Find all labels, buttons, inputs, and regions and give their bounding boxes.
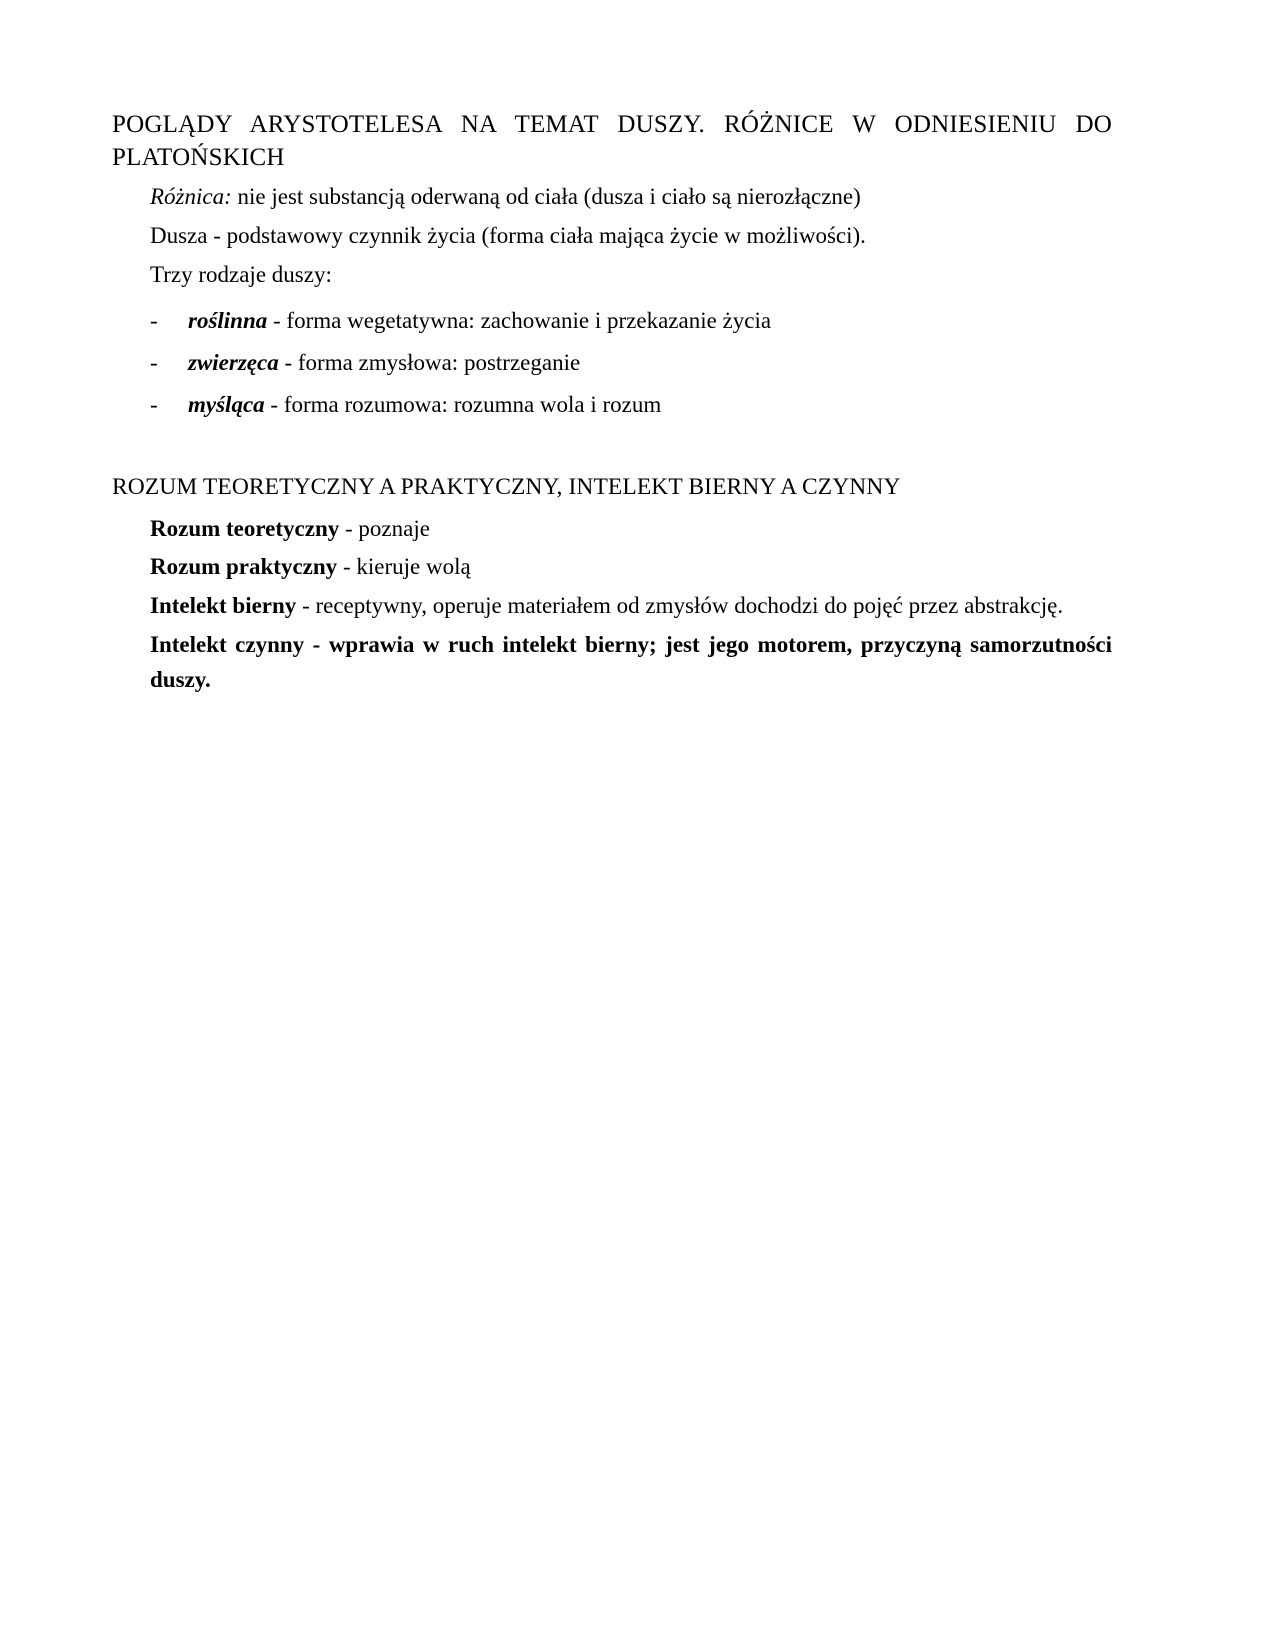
list-item xyxy=(150,303,1112,339)
list-bullet-dash: - xyxy=(150,391,158,417)
paragraph-intelekt-czynny xyxy=(112,628,1112,698)
paragraph-roznica xyxy=(112,180,1112,215)
list-item-definition: - forma wegetatywna: zachowanie i przekazanie życia xyxy=(267,307,772,333)
list-item xyxy=(150,387,1112,423)
paragraph-rozum-teoretyczny-lead: Rozum teoretyczny xyxy=(150,515,340,541)
paragraph-roznica-lead: Różnica: xyxy=(150,184,232,209)
document-content xyxy=(112,108,1112,702)
paragraph-rozum-praktyczny xyxy=(112,550,1112,585)
list-item-term: roślinna xyxy=(188,307,268,333)
list-item-term: zwierzęca xyxy=(188,349,279,375)
list-item-term: myśląca xyxy=(188,391,265,417)
section-heading-rozum: ROZUM TEORETYCZNY A PRAKTYCZNY, INTELEKT BIERNY A CZYNNY xyxy=(112,474,901,501)
soul-types-list xyxy=(112,303,1112,423)
paragraph-dusza xyxy=(112,219,1112,254)
list-bullet-dash: - xyxy=(150,349,158,375)
paragraph-rozum-praktyczny-rest: - kieruje wolą xyxy=(337,554,471,580)
list-bullet-dash: - xyxy=(150,307,158,333)
section-gap xyxy=(112,428,1112,472)
paragraph-rozum-teoretyczny-rest: - poznaje xyxy=(339,515,430,541)
list-item xyxy=(150,345,1112,381)
list-item-definition: - forma zmysłowa: postrzeganie xyxy=(278,349,581,375)
paragraph-dusza-text: Dusza - podstawowy czynnik życia (forma ciała mająca życie w możliwości). xyxy=(150,222,866,248)
paragraph-trzy-rodzaje-text: Trzy rodzaje duszy: xyxy=(150,261,332,287)
list-item-definition: - forma rozumowa: rozumna wola i rozum xyxy=(264,391,662,417)
paragraph-roznica-rest: nie jest substancją oderwaną od ciała (dusza i ciało są nierozłączne) xyxy=(231,184,861,209)
page-title: POGLĄDY ARYSTOTELESA NA TEMAT DUSZY. RÓŻNICE W ODNIESIENIU DO PLATOŃSKICH xyxy=(112,111,1112,171)
paragraph-intelekt-bierny-rest: - receptywny, operuje materiałem od zmysłów dochodzi do pojęć przez abstrakcję. xyxy=(296,593,1064,619)
paragraph-intelekt-bierny xyxy=(112,589,1112,624)
paragraph-rozum-praktyczny-lead: Rozum praktyczny xyxy=(150,554,338,580)
paragraph-intelekt-bierny-lead: Intelekt bierny xyxy=(150,593,297,619)
paragraph-rozum-teoretyczny xyxy=(112,512,1112,547)
paragraph-trzy-rodzaje xyxy=(112,258,1112,293)
paragraph-intelekt-czynny-text: Intelekt czynny - wprawia w ruch intelekt bierny; jest jego motorem, przyczyną samorzutności duszy. xyxy=(150,632,1112,693)
